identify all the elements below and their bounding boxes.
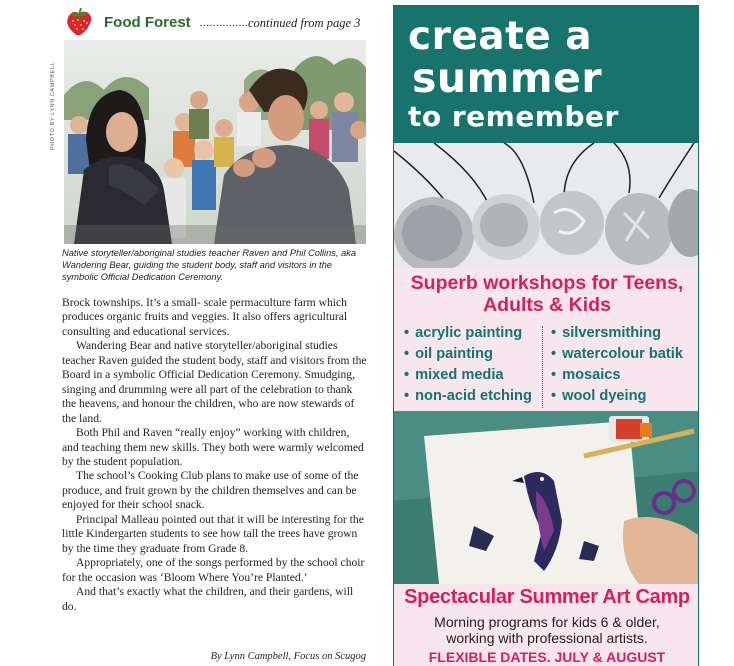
ad-headline-line: create a: [408, 14, 593, 59]
article-paragraph: Appropriately, one of the songs performed by the school choir for the occasion was ‘Bloom Where You’re Planted.’: [62, 556, 365, 584]
workshops-list-left: [404, 323, 532, 407]
workshop-item: • watercolour batik: [551, 344, 683, 365]
ceremony-photo-illustration: [64, 40, 366, 244]
strawberry-icon: [62, 6, 96, 38]
workshops-list-right: [551, 323, 683, 407]
ad-headline-line: to remember: [408, 100, 619, 133]
workshops-title: Superb workshops for Teens, Adults & Kids: [410, 272, 684, 316]
camp-description-line: Morning programs for kids 6 & older,: [434, 614, 660, 630]
article-paragraph: Both Phil and Raven “really enjoy” working with children, and teaching them new skills. They both were warmly welcomed by the student population.: [62, 426, 364, 468]
workshops-panel: [394, 268, 699, 411]
art-class-photo: [394, 411, 699, 584]
article-paragraph: The school’s Cooking Club plans to make use of some of the produce, and fruit grown by the children themselves and can be enjoyed for their school snack.: [62, 469, 359, 512]
ad-headline-banner: [394, 6, 699, 143]
article-paragraph: Principal Malleau pointed out that it will be interesting for the little Kindergarten students to see how tall the trees have grown by the time they graduate from Grade 8.: [62, 512, 364, 555]
article-body: [62, 296, 368, 614]
art-camp-advertisement: [393, 5, 699, 666]
workshop-item: • silversmithing: [551, 323, 683, 344]
camp-description-line: working with professional artists.: [446, 630, 648, 646]
silver-pendants-photo: [394, 143, 699, 268]
workshop-item: • mixed media: [404, 365, 532, 386]
section-title: Food Forest: [104, 14, 191, 31]
workshop-item: • oil painting: [404, 344, 532, 365]
leader-dots: ...............: [200, 17, 249, 29]
continued-from-label: continued from page 3: [248, 16, 361, 30]
article-paragraph: And that’s exactly what the children, and their gardens, will do.: [62, 585, 354, 613]
workshop-item: • non-acid etching: [404, 386, 532, 407]
photo-credit: PHOTO BY LYNN CAMPBELL: [50, 61, 56, 150]
article-header: [62, 4, 367, 38]
article-paragraph: Wandering Bear and native storyteller/aboriginal studies teacher Raven guided the student body, staff and visitors from the Board in a symbolic Official Dedication Ceremony. Smudging, singing and drumming were all part of the celebration to thank the heavens, and honour the children, who are now stewards of the land.: [62, 339, 367, 425]
ad-headline-line: summer: [412, 54, 603, 102]
ceremony-photo: [64, 40, 366, 244]
photo-caption: Native storyteller/aboriginal studies teacher Raven and Phil Collins, aka Wandering Bear, guiding the student body, staff and visitors in the symbolic Official Dedication Ceremony.: [62, 248, 357, 282]
workshop-item: • wool dyeing: [551, 386, 683, 407]
art-class-illustration: [394, 411, 699, 584]
camp-dates: FLEXIBLE DATES. JULY & AUGUST: [428, 649, 666, 665]
camp-title: Spectacular Summer Art Camp: [404, 586, 690, 608]
article-byline: By Lynn Campbell, Focus on Scugog: [210, 651, 366, 662]
workshops-divider: [542, 326, 543, 408]
summer-camp-panel: [394, 584, 699, 666]
camp-description: [394, 614, 699, 646]
workshop-item: • acrylic painting: [404, 323, 532, 344]
article-paragraph: Brock townships. It’s a small- scale permaculture farm which produces organic fruits and veggies. It also offers agricultural consulting and educational services.: [62, 296, 348, 338]
workshop-item: • mosaics: [551, 365, 683, 386]
pendants-illustration: [394, 143, 699, 268]
